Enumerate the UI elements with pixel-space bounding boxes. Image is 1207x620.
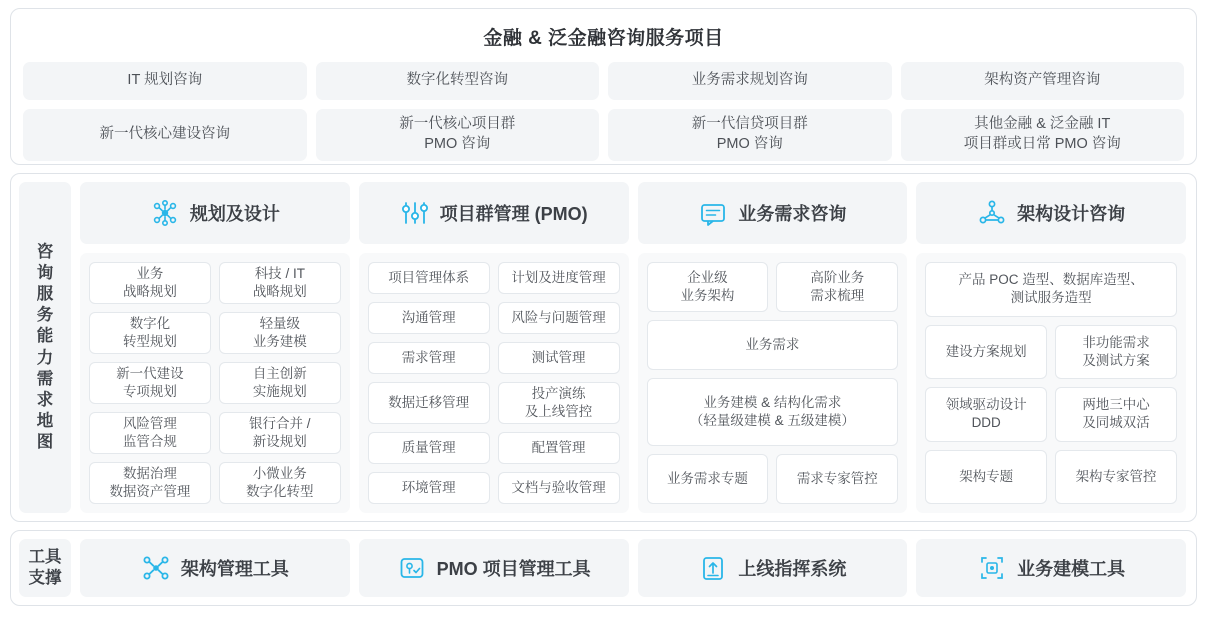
cell-row bbox=[925, 262, 1177, 317]
middle-panel-capability-map bbox=[10, 173, 1197, 522]
cell-row bbox=[89, 362, 341, 404]
business-modeling-icon bbox=[977, 553, 1007, 583]
top-cell-line1: 新一代信贷项目群 bbox=[691, 116, 808, 133]
top-cell[interactable]: 架构资产管理咨询 bbox=[901, 62, 1185, 100]
column-header[interactable] bbox=[638, 182, 908, 244]
capability-cell[interactable]: 业务需求 bbox=[647, 320, 899, 370]
cell-row bbox=[89, 412, 341, 454]
architecture-tool-icon bbox=[141, 553, 171, 583]
hierarchy-icon bbox=[977, 198, 1007, 228]
cell-row bbox=[647, 378, 899, 446]
capability-cell[interactable]: 架构专家管控 bbox=[1055, 450, 1177, 505]
capability-cell[interactable]: 架构专题 bbox=[925, 450, 1047, 505]
top-cell-line2: PMO 咨询 bbox=[424, 136, 491, 152]
column-header[interactable] bbox=[916, 182, 1186, 244]
capability-cell[interactable]: 风险管理 监管合规 bbox=[89, 412, 211, 454]
top-cell[interactable] bbox=[901, 109, 1185, 161]
top-cell[interactable]: IT 规划咨询 bbox=[23, 62, 307, 100]
cell-row bbox=[89, 312, 341, 354]
cell-row bbox=[368, 262, 620, 294]
page-title: 金融 & 泛金融咨询服务项目 bbox=[483, 28, 724, 49]
column-title: 业务需求咨询 bbox=[738, 204, 847, 224]
top-cell-line2: 项目群或日常 PMO 咨询 bbox=[963, 136, 1121, 152]
chat-bubble-icon bbox=[698, 198, 728, 228]
capability-cell[interactable]: 业务需求专题 bbox=[647, 454, 769, 504]
capability-cell[interactable]: 自主创新 实施规划 bbox=[219, 362, 341, 404]
capability-cell[interactable]: 企业级 业务架构 bbox=[647, 262, 769, 312]
column-title: 架构设计咨询 bbox=[1017, 204, 1126, 224]
capability-cell[interactable]: 高阶业务 需求梳理 bbox=[776, 262, 898, 312]
tool-label: 业务建模工具 bbox=[1017, 559, 1126, 579]
pmo-tool-icon bbox=[397, 553, 427, 583]
cell-row bbox=[925, 325, 1177, 380]
side-label-text: 咨询服务能力需求地图 bbox=[36, 242, 54, 451]
side-label-capability-map bbox=[19, 182, 71, 513]
tool-item-pmo[interactable] bbox=[359, 539, 629, 597]
column-body bbox=[916, 253, 1186, 513]
capability-columns bbox=[80, 182, 1186, 513]
column-body bbox=[80, 253, 350, 513]
capability-cell[interactable]: 环境管理 bbox=[368, 472, 490, 504]
capability-cell[interactable]: 沟通管理 bbox=[368, 302, 490, 334]
cell-row bbox=[89, 262, 341, 304]
top-cell-line1: 新一代核心建设咨询 bbox=[99, 126, 230, 143]
bottom-panel-tool-support bbox=[10, 530, 1197, 606]
capability-cell[interactable]: 数字化 转型规划 bbox=[89, 312, 211, 354]
capability-cell[interactable]: 数据治理 数据资产管理 bbox=[89, 462, 211, 504]
cell-row bbox=[647, 454, 899, 504]
column-architecture-design bbox=[916, 182, 1186, 513]
capability-cell[interactable]: 领域驱动设计 DDD bbox=[925, 387, 1047, 442]
top-cell[interactable] bbox=[316, 109, 600, 161]
top-cell[interactable] bbox=[23, 109, 307, 161]
column-header[interactable] bbox=[80, 182, 350, 244]
capability-cell[interactable]: 小微业务 数字化转型 bbox=[219, 462, 341, 504]
cell-row bbox=[647, 320, 899, 370]
capability-cell[interactable]: 需求专家管控 bbox=[776, 454, 898, 504]
cell-row bbox=[368, 382, 620, 424]
top-row-2 bbox=[23, 109, 1184, 161]
capability-cell[interactable]: 测试管理 bbox=[498, 342, 620, 374]
tool-label: PMO 项目管理工具 bbox=[436, 559, 591, 579]
tool-item-architecture[interactable] bbox=[80, 539, 350, 597]
tool-item-launch[interactable] bbox=[638, 539, 908, 597]
top-cell-line2: PMO 咨询 bbox=[716, 136, 783, 152]
cell-row bbox=[647, 262, 899, 312]
sliders-icon bbox=[400, 198, 430, 228]
launch-command-icon bbox=[698, 553, 728, 583]
capability-cell[interactable]: 质量管理 bbox=[368, 432, 490, 464]
tool-items bbox=[80, 539, 1186, 597]
bottom-label-tool-support: 工具 支撑 bbox=[19, 539, 71, 597]
top-cell[interactable]: 数字化转型咨询 bbox=[316, 62, 600, 100]
top-cell[interactable]: 业务需求规划咨询 bbox=[608, 62, 892, 100]
capability-cell[interactable]: 项目管理体系 bbox=[368, 262, 490, 294]
column-body bbox=[359, 253, 629, 513]
cell-row bbox=[89, 462, 341, 504]
column-body bbox=[638, 253, 908, 513]
column-title: 项目群管理 (PMO) bbox=[439, 204, 588, 224]
capability-cell[interactable]: 两地三中心 及同城双活 bbox=[1055, 387, 1177, 442]
capability-cell[interactable]: 新一代建设 专项规划 bbox=[89, 362, 211, 404]
top-cell-line1: 新一代核心项目群 bbox=[399, 116, 516, 133]
capability-cell[interactable]: 轻量级 业务建模 bbox=[219, 312, 341, 354]
capability-cell[interactable]: 银行合并 / 新设规划 bbox=[219, 412, 341, 454]
capability-cell[interactable]: 产品 POC 造型、数据库造型、 测试服务造型 bbox=[925, 262, 1177, 317]
column-planning-design bbox=[80, 182, 350, 513]
capability-cell[interactable]: 需求管理 bbox=[368, 342, 490, 374]
capability-cell[interactable]: 计划及进度管理 bbox=[498, 262, 620, 294]
cell-row bbox=[368, 432, 620, 464]
cell-row bbox=[368, 472, 620, 504]
cell-row bbox=[925, 387, 1177, 442]
capability-cell[interactable]: 风险与问题管理 bbox=[498, 302, 620, 334]
tool-item-business-modeling[interactable] bbox=[916, 539, 1186, 597]
capability-cell[interactable]: 配置管理 bbox=[498, 432, 620, 464]
capability-cell[interactable]: 建设方案规划 bbox=[925, 325, 1047, 380]
capability-cell[interactable]: 业务建模 & 结构化需求 （轻量级建模 & 五级建模） bbox=[647, 378, 899, 446]
top-cell[interactable] bbox=[608, 109, 892, 161]
cell-row bbox=[368, 302, 620, 334]
capability-cell[interactable]: 业务 战略规划 bbox=[89, 262, 211, 304]
tool-label: 上线指挥系统 bbox=[738, 559, 847, 579]
tool-label: 架构管理工具 bbox=[180, 559, 289, 579]
top-row-1 bbox=[23, 62, 1184, 100]
cell-row bbox=[925, 450, 1177, 505]
network-nodes-icon bbox=[150, 198, 180, 228]
top-panel-consulting-projects bbox=[10, 8, 1197, 165]
cell-row bbox=[368, 342, 620, 374]
column-header[interactable] bbox=[359, 182, 629, 244]
capability-cell[interactable]: 文档与验收管理 bbox=[498, 472, 620, 504]
capability-cell[interactable]: 科技 / IT 战略规划 bbox=[219, 262, 341, 304]
capability-cell[interactable]: 投产演练 及上线管控 bbox=[498, 382, 620, 424]
capability-cell[interactable]: 非功能需求 及测试方案 bbox=[1055, 325, 1177, 380]
capability-cell[interactable]: 数据迁移管理 bbox=[368, 382, 490, 424]
column-pmo bbox=[359, 182, 629, 513]
top-cell-line1: 其他金融 & 泛金融 IT bbox=[974, 116, 1111, 133]
column-business-requirements bbox=[638, 182, 908, 513]
column-title: 规划及设计 bbox=[189, 204, 280, 224]
